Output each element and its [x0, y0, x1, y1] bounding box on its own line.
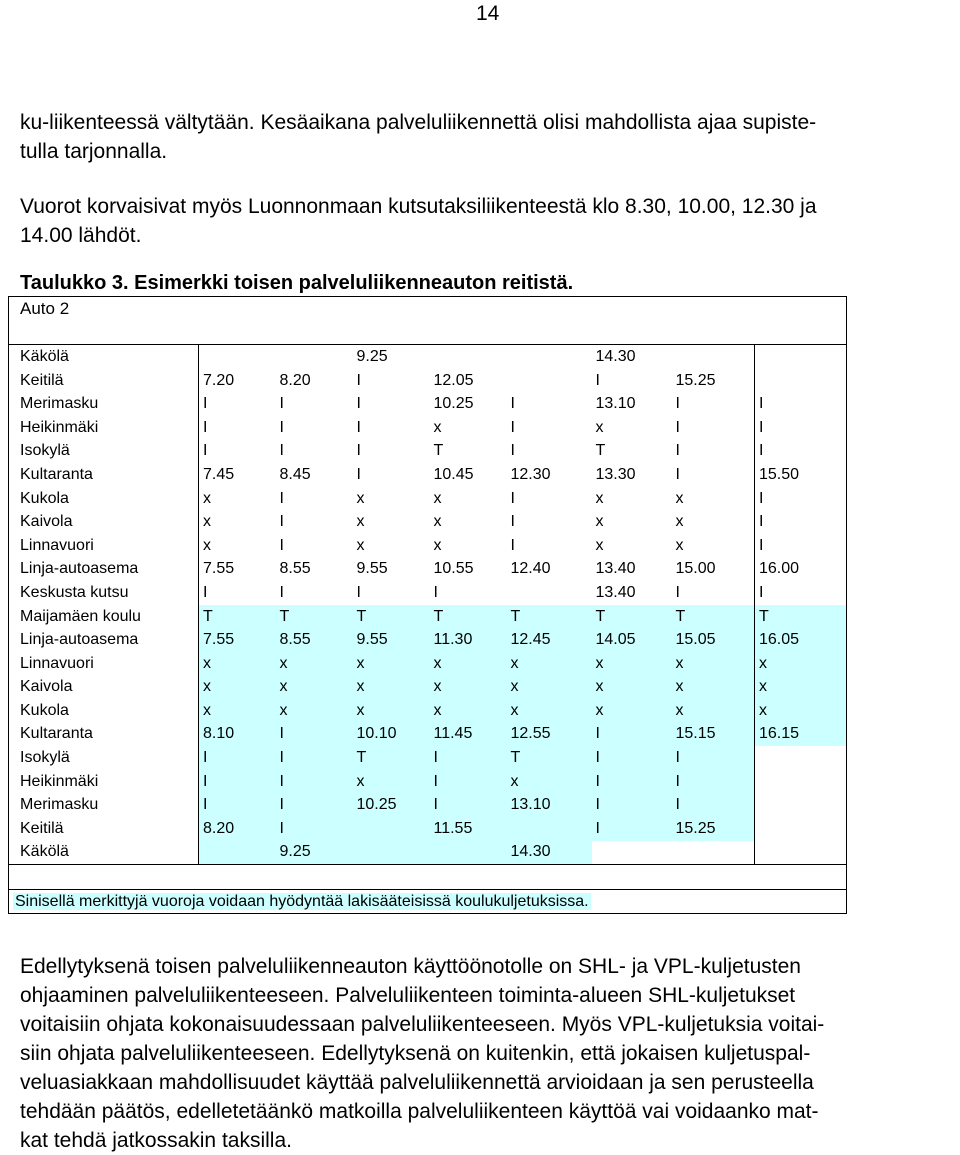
- time-cell: [430, 841, 507, 865]
- time-cell: I: [675, 583, 680, 601]
- table-row: [9, 558, 847, 582]
- time-cell: 9.25: [356, 347, 388, 365]
- time-cell: I: [675, 442, 680, 460]
- table-row: [9, 463, 847, 487]
- blank-row: [9, 865, 847, 890]
- intro-paragraph: [20, 108, 940, 166]
- table-row: [9, 487, 847, 511]
- stop-name: Linja-autoasema: [9, 558, 199, 582]
- text-line: ku-liikenteessä vältytään. Kesäaikana palveluliikennettä olisi mahdollista ajaa supiste-: [20, 111, 817, 134]
- stop-name: Isokylä: [9, 440, 199, 464]
- time-cell: T: [199, 605, 276, 629]
- time-cell: 12.40: [510, 560, 551, 578]
- time-cell: I: [510, 513, 515, 531]
- time-cell: x: [755, 652, 847, 676]
- time-cell: I: [510, 395, 515, 413]
- time-cell: I: [755, 534, 847, 558]
- time-cell: I: [356, 583, 361, 601]
- time-cell: I: [592, 770, 672, 794]
- time-cell: x: [199, 699, 276, 723]
- time-cell: 7.45: [203, 465, 235, 483]
- table-row: [9, 746, 847, 770]
- text-line: tulla tarjonnalla.: [20, 140, 168, 163]
- stop-name: Linnavuori: [9, 534, 199, 558]
- time-cell: 8.55: [279, 560, 311, 578]
- time-cell: [507, 369, 592, 393]
- time-cell: I: [430, 770, 507, 794]
- table-note-text: Sinisellä merkittyjä vuoroja voidaan hyödyntää lakisääteisissä koulukuljetuksissa.: [15, 892, 589, 910]
- time-cell: x: [353, 699, 430, 723]
- time-cell: x: [276, 699, 353, 723]
- text-line: siin ohjata palveluliikenteeseen. Edellytyksenä on kuitenkin, että jokaisen kuljetuspal-: [20, 1042, 811, 1065]
- time-cell: 15.50: [755, 463, 847, 487]
- table-row: [9, 770, 847, 794]
- time-cell: I: [279, 418, 284, 436]
- time-cell: x: [672, 676, 755, 700]
- table-row: [9, 534, 847, 558]
- stop-name: Käkölä: [9, 841, 199, 865]
- departures-paragraph: [20, 192, 940, 250]
- time-cell: I: [356, 371, 361, 389]
- table-title: Auto 2: [9, 297, 847, 321]
- time-cell: [353, 841, 430, 865]
- time-cell: x: [433, 418, 442, 436]
- time-cell: x: [595, 513, 604, 531]
- time-cell: I: [755, 392, 847, 416]
- time-cell: I: [356, 465, 361, 483]
- stop-name: Maijamäen koulu: [9, 605, 199, 629]
- time-cell: x: [199, 676, 276, 700]
- table-row: [9, 345, 847, 369]
- time-cell: I: [755, 510, 847, 534]
- time-cell: I: [430, 746, 507, 770]
- time-cell: 12.30: [510, 465, 551, 483]
- time-cell: [507, 345, 592, 369]
- time-cell: I: [279, 536, 284, 554]
- time-cell: [199, 841, 276, 865]
- time-cell: 11.45: [430, 723, 507, 747]
- text-line: Vuorot korvaisivat myös Luonnonmaan kutsutaksiliikenteestä klo 8.30, 10.00, 12.30 ja: [20, 195, 817, 218]
- time-cell: T: [353, 605, 430, 629]
- time-cell: 7.55: [203, 560, 235, 578]
- route-table: [8, 296, 847, 914]
- time-cell: x: [430, 699, 507, 723]
- table-caption: Taulukko 3. Esimerkki toisen palveluliikenneauton reitistä.: [20, 272, 574, 294]
- time-cell: 7.20: [203, 371, 235, 389]
- time-cell: [755, 793, 847, 817]
- text-line: voitaisiin ohjata kokonaisuudessaan palveluliikenteeseen. Myös VPL-kuljetuksia voitai-: [20, 1013, 825, 1036]
- time-cell: [755, 369, 847, 393]
- time-cell: 8.10: [199, 723, 276, 747]
- stop-name: Linja-autoasema: [9, 628, 199, 652]
- time-cell: x: [433, 489, 442, 507]
- time-cell: I: [672, 746, 755, 770]
- time-cell: 8.55: [276, 628, 353, 652]
- time-cell: I: [675, 395, 680, 413]
- time-cell: x: [595, 418, 604, 436]
- time-cell: T: [507, 605, 592, 629]
- time-cell: I: [510, 418, 515, 436]
- time-cell: x: [356, 489, 365, 507]
- time-cell: x: [507, 770, 592, 794]
- time-cell: 15.00: [675, 560, 716, 578]
- time-cell: [672, 841, 755, 865]
- time-cell: 10.45: [433, 465, 474, 483]
- time-cell: T: [595, 442, 606, 460]
- time-cell: 8.20: [279, 371, 311, 389]
- time-cell: I: [672, 770, 755, 794]
- time-cell: 10.25: [353, 793, 430, 817]
- time-cell: [755, 345, 847, 369]
- time-cell: I: [675, 465, 680, 483]
- time-cell: T: [430, 605, 507, 629]
- time-cell: 8.20: [199, 817, 276, 841]
- time-cell: I: [203, 418, 208, 436]
- time-cell: 13.30: [595, 465, 636, 483]
- time-cell: x: [199, 652, 276, 676]
- time-cell: x: [675, 489, 684, 507]
- time-cell: [755, 746, 847, 770]
- time-cell: 13.10: [507, 793, 592, 817]
- time-cell: [353, 817, 430, 841]
- stop-name: Kukola: [9, 699, 199, 723]
- table-row: [9, 369, 847, 393]
- time-cell: I: [592, 817, 672, 841]
- time-cell: x: [353, 676, 430, 700]
- time-cell: I: [510, 442, 515, 460]
- time-cell: x: [430, 652, 507, 676]
- table-row: [9, 652, 847, 676]
- time-cell: 7.55: [199, 628, 276, 652]
- time-cell: 9.55: [356, 560, 388, 578]
- time-cell: x: [356, 513, 365, 531]
- time-cell: I: [675, 418, 680, 436]
- time-cell: [507, 817, 592, 841]
- stop-name: Kultaranta: [9, 463, 199, 487]
- time-cell: 13.40: [595, 583, 636, 601]
- time-cell: I: [279, 442, 284, 460]
- time-cell: I: [595, 371, 600, 389]
- stop-name: Linnavuori: [9, 652, 199, 676]
- time-cell: I: [279, 583, 284, 601]
- stop-name: Keitilä: [9, 369, 199, 393]
- time-cell: I: [199, 770, 276, 794]
- time-cell: 15.05: [672, 628, 755, 652]
- time-cell: T: [433, 442, 444, 460]
- table-row: [9, 605, 847, 629]
- blank-row: [9, 321, 847, 345]
- time-cell: T: [276, 605, 353, 629]
- time-cell: I: [203, 442, 208, 460]
- stop-name: Isokylä: [9, 746, 199, 770]
- time-cell: [199, 345, 276, 369]
- text-line: kat tehdä jatkossakin taksilla.: [20, 1129, 292, 1152]
- time-cell: I: [433, 583, 438, 601]
- text-line: veluasiakkaan mahdollisuudet käyttää palveluliikennettä arvioidaan ja sen perusteella: [20, 1071, 814, 1094]
- stop-name: Kaivola: [9, 676, 199, 700]
- stop-name: Heikinmäki: [9, 770, 199, 794]
- stop-name: Heikinmäki: [9, 416, 199, 440]
- time-cell: I: [276, 746, 353, 770]
- time-cell: 9.55: [353, 628, 430, 652]
- time-cell: T: [755, 605, 847, 629]
- table-note: [9, 889, 847, 914]
- time-cell: I: [755, 487, 847, 511]
- stop-name: Keskusta kutsu: [9, 581, 199, 605]
- stop-name: Käkölä: [9, 345, 199, 369]
- time-cell: 8.45: [279, 465, 311, 483]
- time-cell: I: [755, 581, 847, 605]
- requirements-paragraph: [20, 952, 940, 1155]
- time-cell: x: [672, 652, 755, 676]
- time-cell: 16.05: [755, 628, 847, 652]
- time-cell: T: [672, 605, 755, 629]
- time-cell: x: [592, 676, 672, 700]
- time-cell: I: [592, 793, 672, 817]
- time-cell: I: [199, 746, 276, 770]
- table-row: [9, 440, 847, 464]
- time-cell: [430, 345, 507, 369]
- time-cell: 16.15: [755, 723, 847, 747]
- time-cell: x: [672, 699, 755, 723]
- page-number: 14: [476, 2, 500, 25]
- stop-name: Merimasku: [9, 793, 199, 817]
- time-cell: [755, 770, 847, 794]
- time-cell: I: [203, 583, 208, 601]
- text-line: Edellytyksenä toisen palveluliikenneauton käyttöönotolle on SHL- ja VPL-kuljetusten: [20, 955, 801, 978]
- time-cell: [276, 345, 353, 369]
- time-cell: [755, 841, 847, 865]
- table-row: [9, 581, 847, 605]
- time-cell: I: [276, 723, 353, 747]
- time-cell: I: [672, 793, 755, 817]
- time-cell: x: [507, 676, 592, 700]
- time-cell: [755, 817, 847, 841]
- table-row: [9, 510, 847, 534]
- time-cell: x: [276, 676, 353, 700]
- time-cell: I: [279, 513, 284, 531]
- route-table-container: [8, 296, 846, 914]
- stop-name: Keitilä: [9, 817, 199, 841]
- time-cell: x: [353, 652, 430, 676]
- time-cell: 15.25: [672, 817, 755, 841]
- time-cell: x: [675, 513, 684, 531]
- text-line: tehdään päätös, edelletetäänkö matkoilla palveluliikenteen käyttöä vai voidaanko mat-: [20, 1100, 819, 1123]
- time-cell: 14.30: [507, 841, 592, 865]
- time-cell: x: [203, 489, 211, 507]
- table-row: [9, 628, 847, 652]
- time-cell: x: [755, 699, 847, 723]
- time-cell: I: [203, 395, 208, 413]
- time-cell: I: [510, 489, 515, 507]
- time-cell: T: [592, 605, 672, 629]
- stop-name: Kaivola: [9, 510, 199, 534]
- time-cell: 12.45: [507, 628, 592, 652]
- time-cell: 11.30: [430, 628, 507, 652]
- time-cell: I: [592, 746, 672, 770]
- time-cell: 14.05: [592, 628, 672, 652]
- time-cell: x: [276, 652, 353, 676]
- time-cell: x: [356, 536, 365, 554]
- time-cell: I: [279, 395, 284, 413]
- time-cell: x: [430, 676, 507, 700]
- time-cell: x: [203, 536, 211, 554]
- time-cell: 10.25: [433, 395, 474, 413]
- time-cell: x: [592, 699, 672, 723]
- time-cell: x: [433, 513, 442, 531]
- time-cell: 12.05: [433, 371, 474, 389]
- time-cell: I: [199, 793, 276, 817]
- time-cell: [507, 581, 592, 605]
- time-cell: x: [755, 676, 847, 700]
- time-cell: I: [356, 442, 361, 460]
- time-cell: x: [353, 770, 430, 794]
- time-cell: x: [675, 536, 684, 554]
- time-cell: T: [353, 746, 430, 770]
- text-line: 14.00 lähdöt.: [20, 224, 142, 247]
- time-cell: I: [276, 793, 353, 817]
- table-row: [9, 676, 847, 700]
- time-cell: I: [430, 793, 507, 817]
- time-cell: I: [356, 418, 361, 436]
- time-cell: x: [507, 652, 592, 676]
- time-cell: I: [279, 489, 284, 507]
- time-cell: I: [510, 536, 515, 554]
- time-cell: 15.15: [672, 723, 755, 747]
- time-cell: I: [276, 817, 353, 841]
- stop-name: Merimasku: [9, 392, 199, 416]
- time-cell: x: [507, 699, 592, 723]
- time-cell: 13.40: [595, 560, 636, 578]
- stop-name: Kultaranta: [9, 723, 199, 747]
- time-cell: 14.30: [595, 347, 636, 365]
- table-row: [9, 699, 847, 723]
- time-cell: x: [203, 513, 211, 531]
- time-cell: 10.55: [433, 560, 474, 578]
- time-cell: I: [356, 395, 361, 413]
- stop-name: Kukola: [9, 487, 199, 511]
- time-cell: I: [755, 440, 847, 464]
- time-cell: 13.10: [595, 395, 636, 413]
- time-cell: 12.55: [507, 723, 592, 747]
- time-cell: 16.00: [755, 558, 847, 582]
- table-row: [9, 723, 847, 747]
- time-cell: T: [507, 746, 592, 770]
- time-cell: x: [595, 489, 604, 507]
- text-line: ohjaaminen palveluliikenteeseen. Palveluliikenteen toiminta-alueen SHL-kuljetukset: [20, 984, 796, 1007]
- table-row: [9, 817, 847, 841]
- table-row: [9, 841, 847, 865]
- time-cell: [672, 345, 755, 369]
- time-cell: [592, 841, 672, 865]
- time-cell: I: [276, 770, 353, 794]
- time-cell: 10.10: [353, 723, 430, 747]
- time-cell: I: [592, 723, 672, 747]
- table-row: [9, 793, 847, 817]
- table-row: [9, 416, 847, 440]
- time-cell: x: [592, 652, 672, 676]
- time-cell: x: [433, 536, 442, 554]
- time-cell: 15.25: [675, 371, 716, 389]
- time-cell: 11.55: [430, 817, 507, 841]
- time-cell: x: [595, 536, 604, 554]
- table-row: [9, 392, 847, 416]
- time-cell: I: [755, 416, 847, 440]
- time-cell: 9.25: [276, 841, 353, 865]
